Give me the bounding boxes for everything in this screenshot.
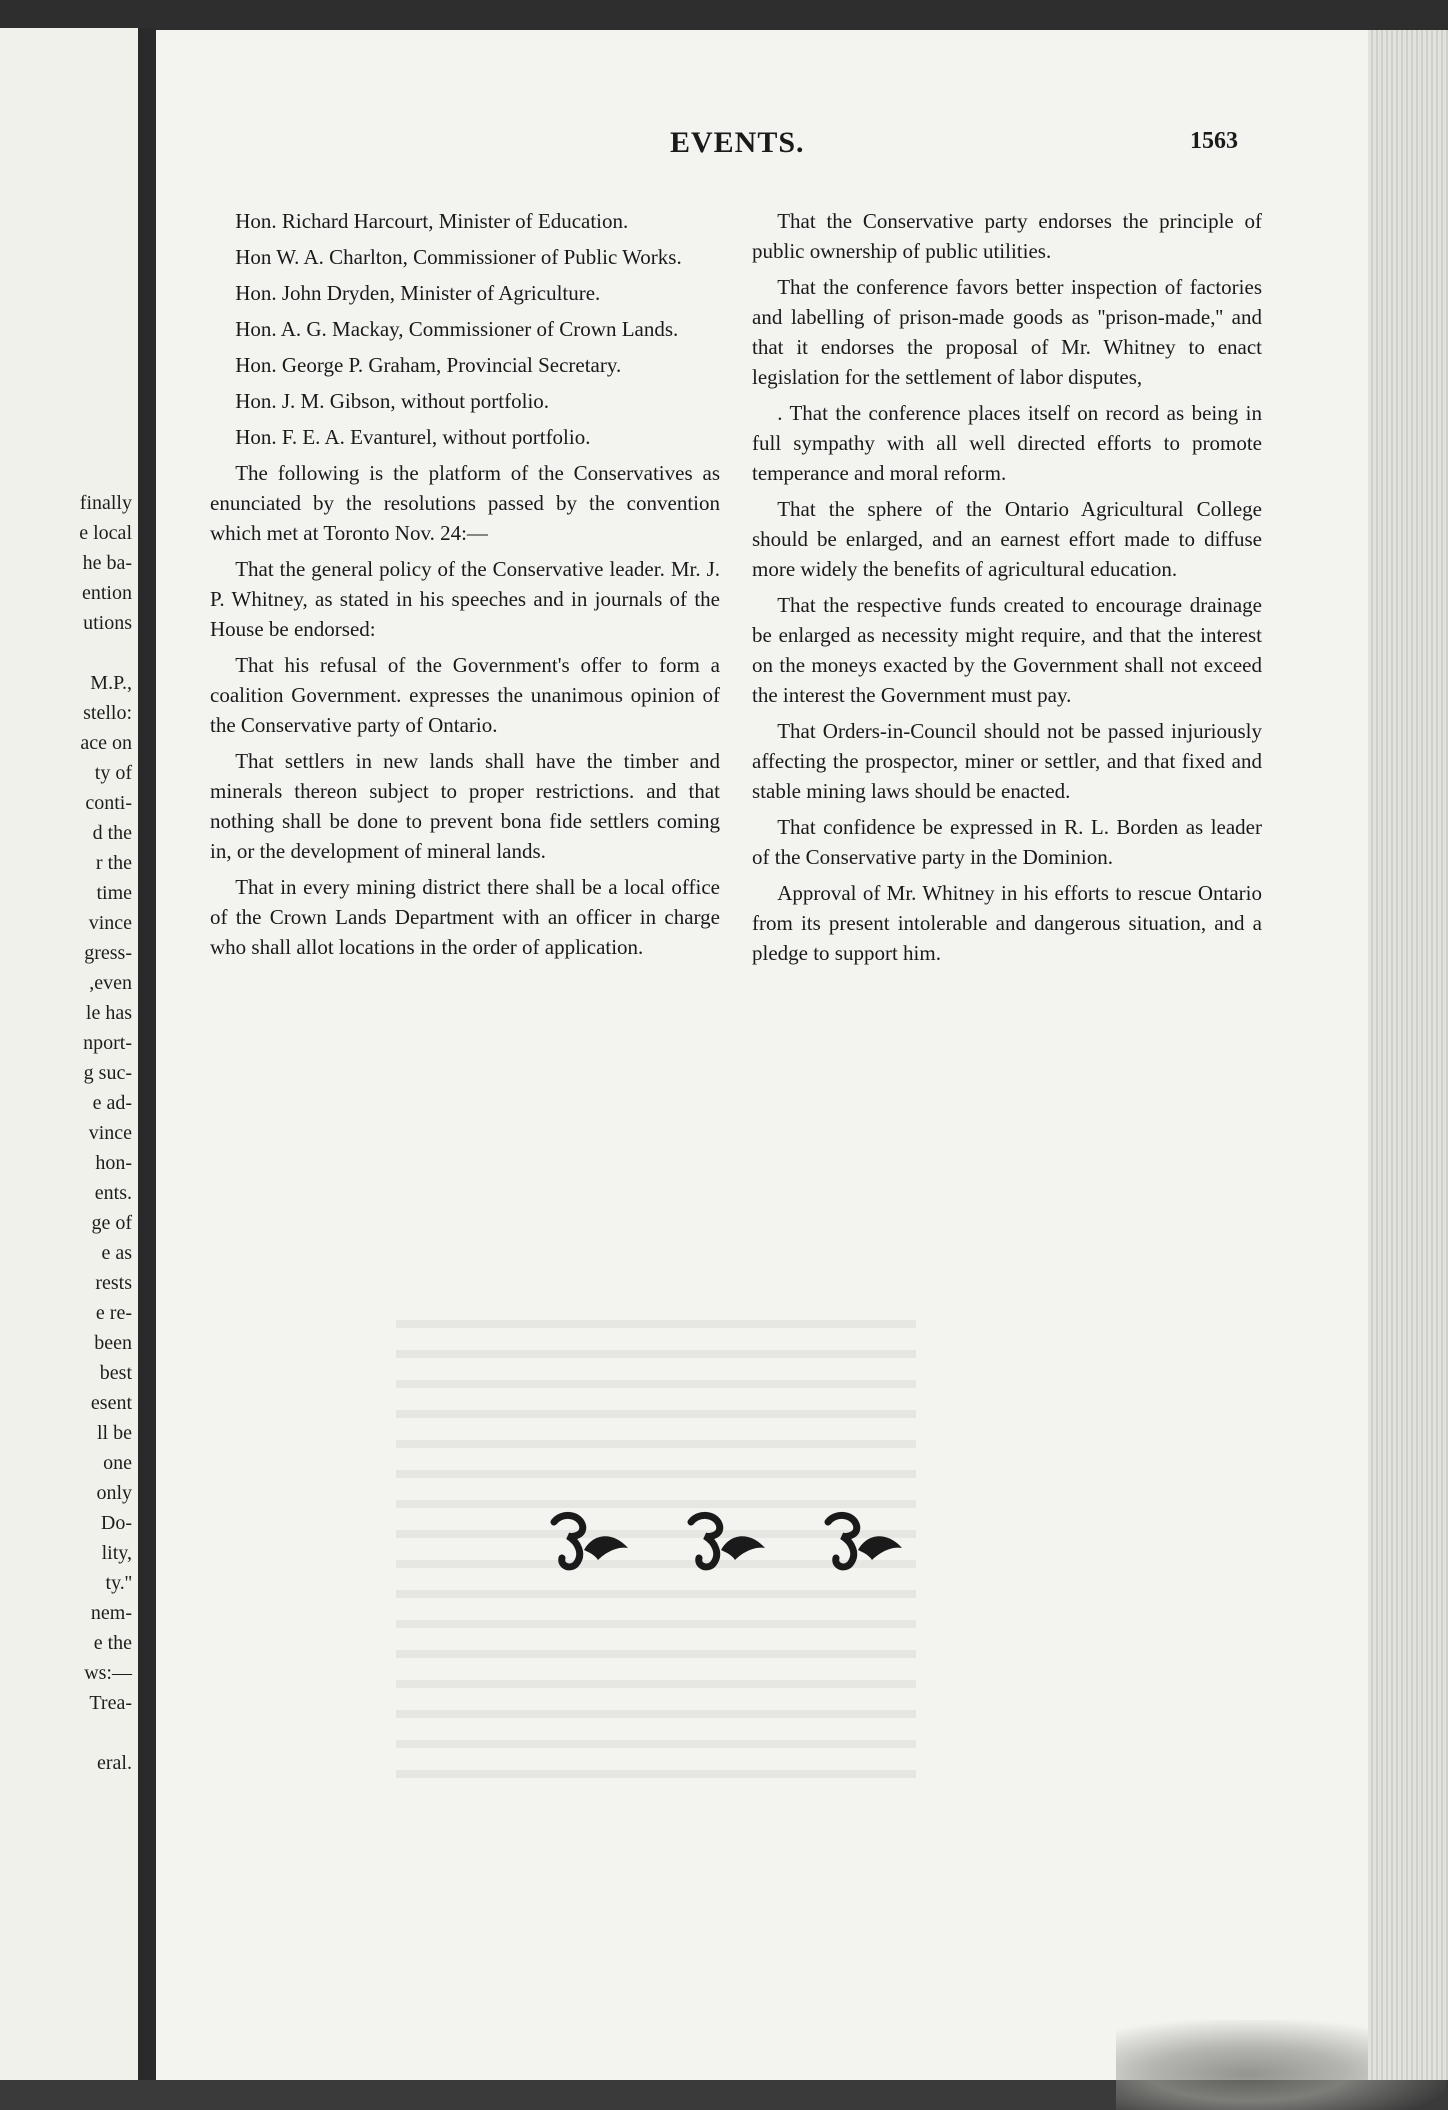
facing-page-line: time — [96, 882, 132, 904]
facing-page-line: r the — [95, 852, 132, 874]
left-column-paragraph: That in every mining district there shall be a local office of the Crown Lands Department with an officer in charge who shall allot locations in the order of application. — [210, 875, 720, 959]
left-column-paragraph: That his refusal of the Government's offer to form a coalition Government. expresses the unanimous opinion of the Conservative party of Ontario. — [210, 653, 720, 737]
facing-page-line: vince — [88, 912, 132, 934]
facing-page-line: conti- — [85, 792, 132, 814]
facing-page-line: best — [99, 1362, 132, 1384]
facing-page-line: only — [96, 1482, 132, 1504]
right-column-paragraph: That Orders-in-Council should not be passed injuriously affecting the prospector, miner or settler, and that fixed and stable mining laws should be enacted. — [752, 719, 1262, 803]
page-edges — [1368, 30, 1448, 2080]
facing-page-line: e re- — [95, 1302, 132, 1324]
facing-page-line: gress- — [84, 942, 132, 964]
leaf-ornament-icon — [685, 1510, 771, 1572]
facing-page-line: esent — [90, 1392, 132, 1414]
facing-page-line: been — [94, 1332, 132, 1354]
right-column — [752, 206, 1262, 974]
facing-page-line: M.P., — [90, 672, 132, 694]
facing-page-line: stello: — [83, 702, 132, 724]
left-column-paragraph: That the general policy of the Conservative leader. Mr. J. P. Whitney, as stated in his speeches and in journals of the House be endorsed: — [210, 557, 720, 641]
facing-page-line: e ad- — [92, 1092, 132, 1114]
left-column — [210, 206, 720, 968]
right-column-paragraph: That the sphere of the Ontario Agricultural College should be enlarged, and an earnest effort made to diffuse more widely the benefits of agricultural education. — [752, 497, 1262, 581]
facing-page-fragment — [0, 28, 138, 2080]
facing-page-line: hon- — [95, 1152, 132, 1174]
left-column-paragraph: Hon. J. M. Gibson, without portfolio. — [235, 389, 550, 413]
facing-page-line: vince — [88, 1122, 132, 1144]
running-head: EVENTS. — [670, 126, 805, 159]
page-number: 1563 — [1190, 128, 1238, 154]
facing-page-line: d the — [92, 822, 132, 844]
book-gutter — [138, 28, 156, 2080]
facing-page-line: e as — [101, 1242, 132, 1264]
left-column-paragraph: The following is the platform of the Conservatives as enunciated by the resolutions passed by the convention which met at Toronto Nov. 24:— — [210, 461, 720, 545]
facing-page-line: ace on — [80, 732, 132, 754]
scan-top-border — [0, 0, 1448, 32]
facing-page-line: lity, — [101, 1542, 132, 1564]
facing-page-line: ws:— — [84, 1662, 132, 1684]
facing-page-line: ty of — [94, 762, 132, 784]
left-column-paragraph: Hon. George P. Graham, Provincial Secretary. — [235, 353, 622, 377]
facing-page-line: nem- — [90, 1602, 132, 1624]
facing-page-line: ents. — [94, 1182, 132, 1204]
facing-page-line: one — [103, 1452, 132, 1474]
facing-page-line: Do- — [100, 1512, 132, 1534]
leaf-ornament-icon — [822, 1510, 908, 1572]
facing-page-line: eral. — [97, 1752, 132, 1774]
facing-page-line: he ba- — [82, 552, 132, 574]
facing-page-line: utions — [83, 612, 132, 634]
leaf-ornament-icon — [548, 1510, 634, 1572]
left-column-paragraph: Hon. John Dryden, Minister of Agriculture. — [235, 281, 601, 305]
left-column-paragraph: That settlers in new lands shall have the timber and minerals thereon subject to proper restrictions. and that nothing shall be done to prevent bona fide settlers coming in, or the development of mineral lands. — [210, 749, 720, 863]
facing-page-line: ll be — [97, 1422, 132, 1444]
facing-page-line: g suc- — [83, 1062, 132, 1084]
facing-page-line: finally — [79, 492, 132, 514]
left-column-paragraph: Hon. Richard Harcourt, Minister of Education. — [235, 209, 629, 233]
facing-page-line: nport- — [83, 1032, 132, 1054]
facing-page-line: ,even — [89, 972, 132, 994]
right-column-paragraph: Approval of Mr. Whitney in his efforts to rescue Ontario from its present intolerable and dangerous situation, and a pledge to support him. — [752, 881, 1262, 965]
section-ornament — [548, 1506, 908, 1576]
facing-page-line: le has — [85, 1002, 132, 1024]
right-column-paragraph: That the conference favors better inspection of factories and labelling of prison-made goods as ''prison-made,'' and that it endorses the proposal of Mr. Whitney to enact legislation for the settlement of labor disputes, — [752, 275, 1262, 389]
facing-page-line: Trea- — [89, 1692, 132, 1714]
left-column-paragraph: Hon W. A. Charlton, Commissioner of Public Works. — [235, 245, 682, 269]
right-column-paragraph: That confidence be expressed in R. L. Borden as leader of the Conservative party in the Dominion. — [752, 815, 1262, 869]
right-column-paragraph: That the respective funds created to encourage drainage be enlarged as necessity might require, and that the interest on the moneys exacted by the Government shall not exceed the interest the Government must pay. — [752, 593, 1262, 707]
facing-page-line: ge of — [91, 1212, 132, 1234]
left-column-paragraph: Hon. A. G. Mackay, Commissioner of Crown Lands. — [235, 317, 679, 341]
facing-page-line: ty.'' — [105, 1572, 132, 1594]
facing-page-line: e the — [93, 1632, 132, 1654]
right-column-paragraph: . That the conference places itself on record as being in full sympathy with all well directed efforts to promote temperance and moral reform. — [752, 401, 1262, 485]
facing-page-line: rests — [95, 1272, 132, 1294]
right-column-paragraph: That the Conservative party endorses the principle of public ownership of public utilities. — [752, 209, 1262, 263]
facing-page-line: ention — [82, 582, 132, 604]
facing-page-line: e local — [79, 522, 132, 544]
left-column-paragraph: Hon. F. E. A. Evanturel, without portfolio. — [235, 425, 591, 449]
